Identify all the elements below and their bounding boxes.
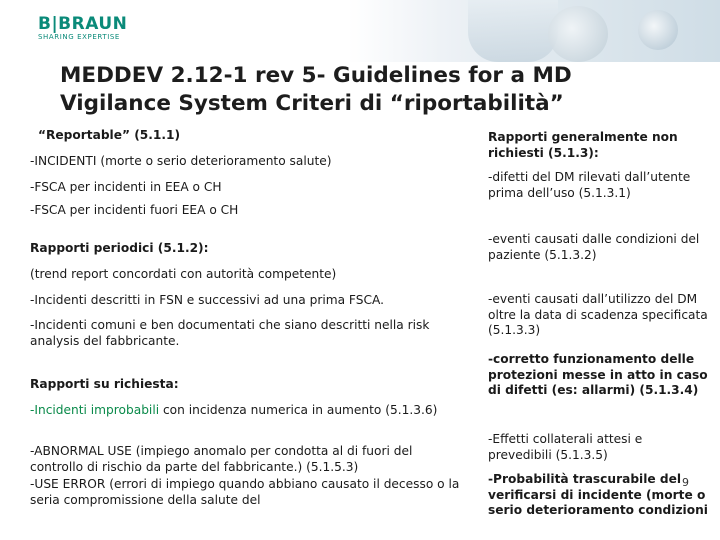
item-trend: (trend report concordati con autorità competente)	[30, 267, 337, 281]
page-number: 9	[682, 476, 689, 489]
richiesta-header: Rapporti su richiesta:	[30, 377, 179, 391]
item-difetti: -difetti del DM rilevati dall’utente prima dell’uso (5.1.3.1)	[488, 170, 691, 200]
photo-shape-1	[468, 0, 558, 62]
photo-shape-2	[548, 6, 608, 62]
bbraun-logo	[38, 14, 127, 41]
slide-title	[60, 62, 680, 118]
non-richiesti-header: Rapporti generalmente non richiesti (5.1.3):	[488, 130, 678, 160]
photo-shape-3	[638, 10, 678, 50]
item-improbabili	[30, 403, 460, 419]
title-line-2: Vigilance System Criteri di “riportabilità”	[60, 91, 564, 116]
item-condizioni: -eventi causati dalle condizioni del paziente (5.1.3.2)	[488, 232, 700, 262]
item-fsca-fuori: -FSCA per incidenti fuori EEA o CH	[30, 203, 239, 217]
title-line-1: MEDDEV 2.12-1 rev 5- Guidelines for a MD	[60, 63, 572, 88]
item-corretto: -corretto funzionamento delle protezioni messe in atto in caso di difetti (es: allarmi) (5.1.3.4)	[488, 352, 708, 397]
item-fsca-eea: -FSCA per incidenti in EEA o CH	[30, 180, 222, 194]
item-abnormal-use: -ABNORMAL USE (impiego anomalo per condotta al di fuori del controllo di rischio da parte del fabbricante.) (5.1.5.3)	[30, 444, 413, 474]
item-descritti: -Incidenti descritti in FSN e successivi ad una prima FSCA.	[30, 293, 384, 307]
reportable-header: “Reportable” (5.1.1)	[38, 128, 181, 142]
item-incidenti: -INCIDENTI (morte o serio deterioramento salute)	[30, 154, 332, 168]
logo-wordmark: B|BRAUN	[38, 14, 128, 34]
improbabili-rest: con incidenza numerica in aumento (5.1.3.6)	[159, 403, 438, 417]
improbabili-highlight: -Incidenti improbabili	[30, 403, 160, 417]
item-comuni: -Incidenti comuni e ben documentati che siano descritti nella risk analysis del fabbricante.	[30, 318, 430, 348]
item-probabilita: -Probabilità trascurabile del verificarsi di incidente (morte o serio deterioramento condizioni	[488, 472, 708, 517]
item-effetti: -Effetti collaterali attesi e prevedibili (5.1.3.5)	[488, 432, 643, 462]
header-photo	[348, 0, 720, 62]
periodici-header: Rapporti periodici (5.1.2):	[30, 241, 209, 255]
logo-tagline: SHARING EXPERTISE	[38, 33, 120, 41]
item-use-error: -USE ERROR (errori di impiego quando abbiano causato il decesso o la seria compromissione della salute del	[30, 477, 460, 507]
item-utilizzo: -eventi causati dall’utilizzo del DM oltre la data di scadenza specificata (5.1.3.3)	[488, 292, 708, 337]
